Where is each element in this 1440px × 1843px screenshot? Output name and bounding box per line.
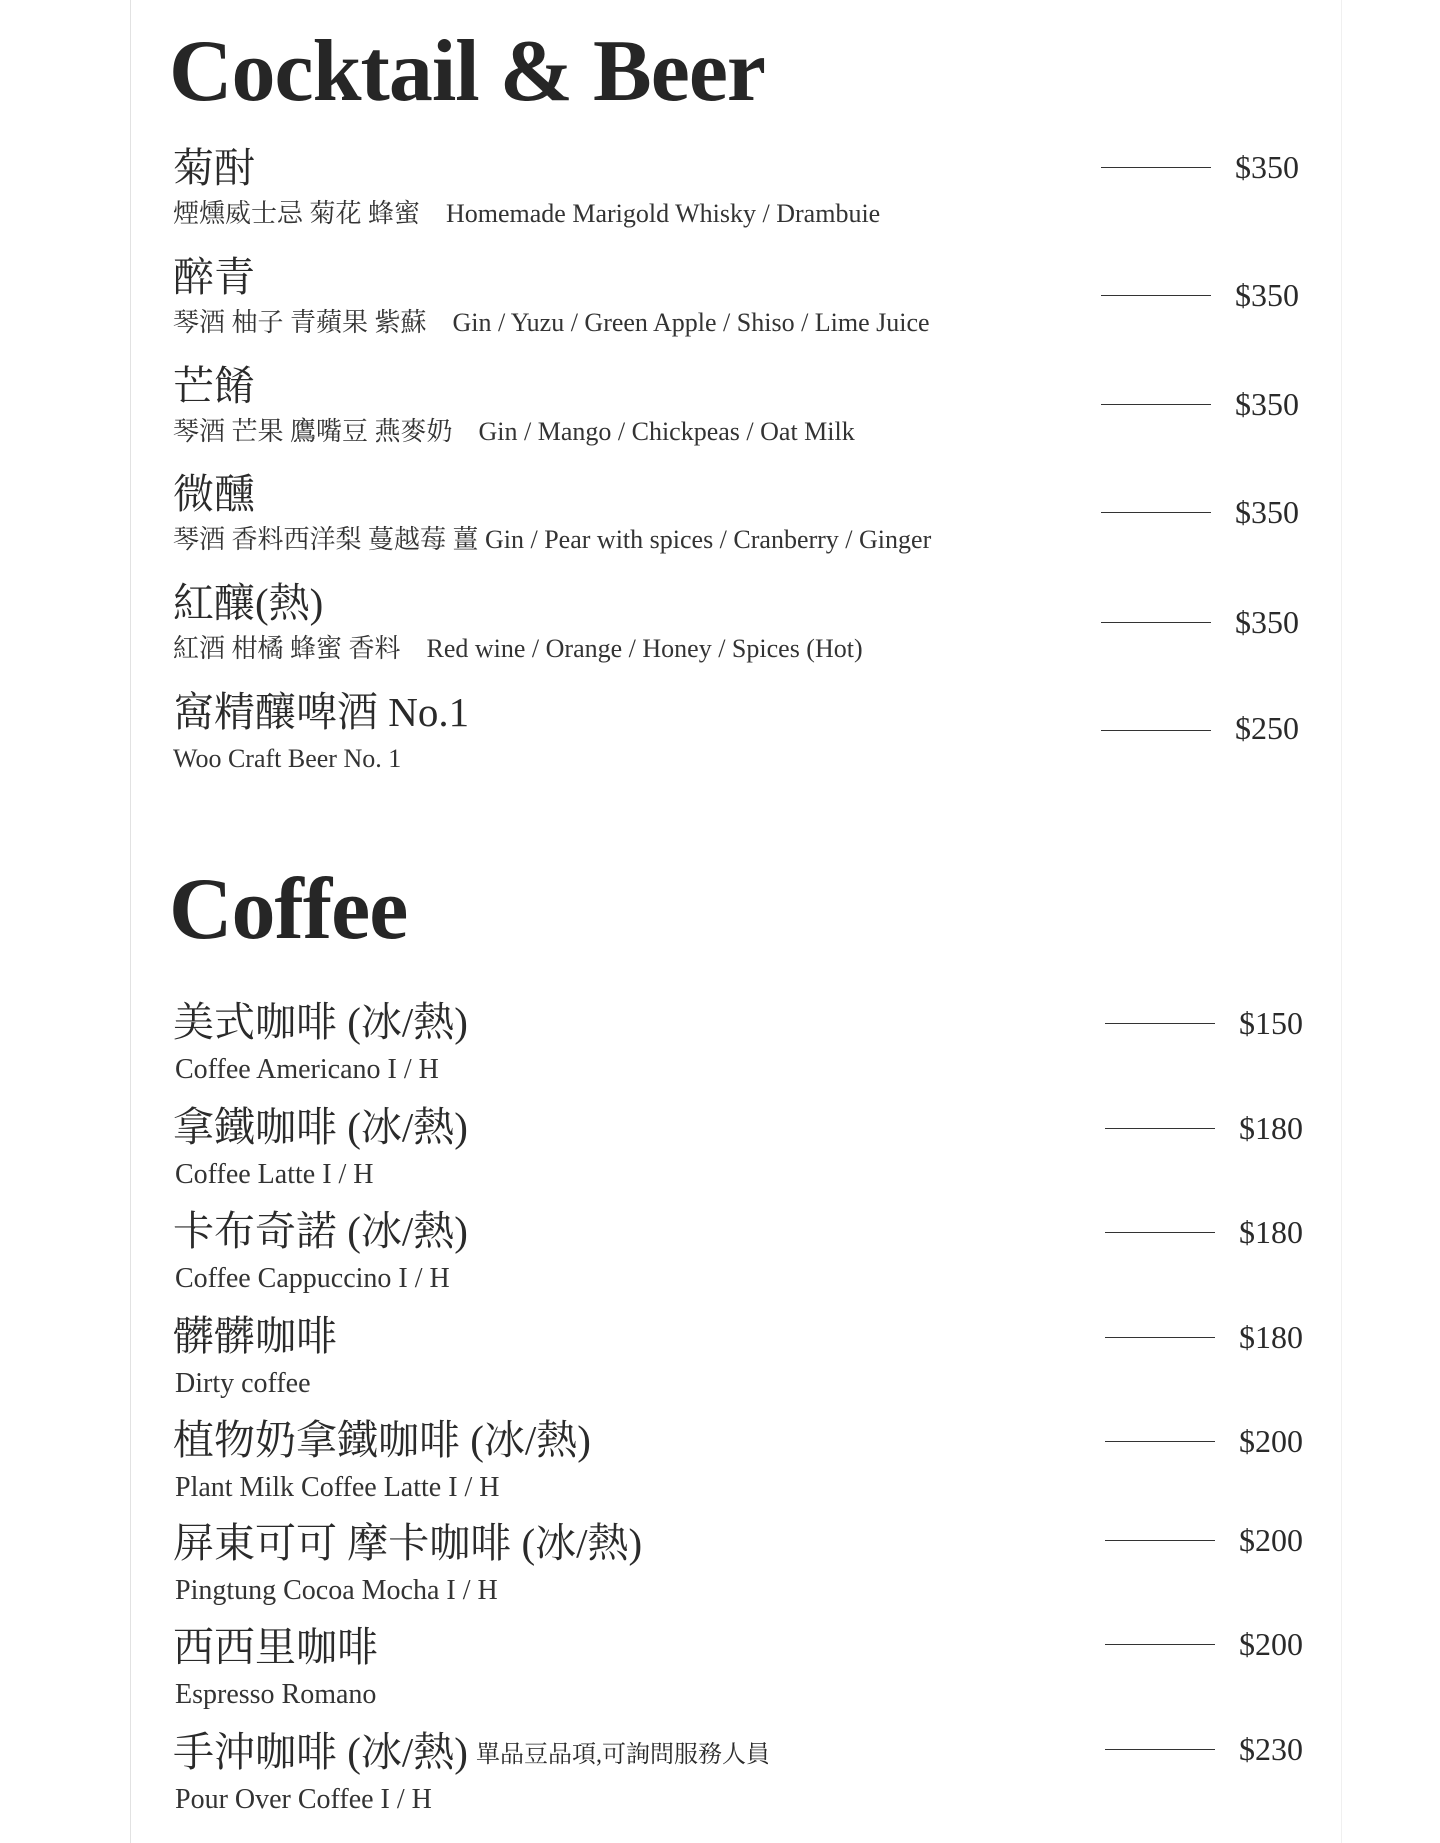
- menu-item: [173, 254, 1303, 357]
- price-leader-line: [1105, 1441, 1215, 1442]
- item-description: 琴酒 芒果 鷹嘴豆 燕麥奶 Gin / Mango / Chickpeas / Oat Milk: [173, 417, 855, 446]
- item-name: 菊酎: [173, 145, 255, 191]
- price-leader-line: [1101, 167, 1211, 168]
- section-title-cocktail-beer: Cocktail & Beer: [169, 23, 765, 120]
- menu-item: [173, 1313, 1303, 1416]
- item-price: $250: [1235, 710, 1299, 746]
- price-leader-line: [1105, 1540, 1215, 1541]
- menu-item: [173, 363, 1303, 466]
- item-name-text: 拿鐵咖啡 (冰/熱): [173, 1104, 468, 1150]
- menu-item: [173, 689, 1303, 792]
- item-description: Coffee Americano I / H: [175, 1054, 439, 1085]
- item-name: [173, 1520, 643, 1566]
- item-description: Coffee Latte I / H: [175, 1159, 374, 1190]
- item-name: 芒餚: [173, 363, 255, 409]
- item-price: $350: [1235, 277, 1299, 313]
- item-name: 窩精釀啤酒 No.1: [173, 689, 470, 735]
- price-leader-line: [1105, 1749, 1215, 1750]
- menu-page: [130, 0, 1342, 1843]
- item-price: $150: [1239, 1005, 1303, 1041]
- price-leader-line: [1105, 1023, 1215, 1024]
- item-name: [173, 1417, 591, 1463]
- item-name: [173, 1208, 468, 1254]
- menu-item: [173, 1417, 1303, 1520]
- item-name: [173, 1624, 378, 1670]
- item-description: Pingtung Cocoa Mocha I / H: [175, 1575, 498, 1606]
- menu-item: [173, 471, 1303, 574]
- item-name: [173, 999, 468, 1045]
- price-leader-line: [1105, 1644, 1215, 1645]
- item-note: 單品豆品項,可詢問服務人員: [475, 1742, 770, 1768]
- menu-item: [173, 1624, 1303, 1727]
- item-price: $350: [1235, 149, 1299, 185]
- item-name-text: 屏東可可 摩卡咖啡 (冰/熱): [173, 1520, 643, 1566]
- item-description: Plant Milk Coffee Latte I / H: [175, 1472, 500, 1503]
- item-price: $180: [1239, 1214, 1303, 1250]
- price-leader-line: [1101, 622, 1211, 623]
- price-leader-line: [1101, 730, 1211, 731]
- item-name-text: 植物奶拿鐵咖啡 (冰/熱): [173, 1417, 591, 1463]
- price-leader-line: [1101, 512, 1211, 513]
- item-price: $180: [1239, 1319, 1303, 1355]
- menu-item: [173, 580, 1303, 683]
- item-price: $350: [1235, 494, 1299, 530]
- menu-item: [173, 145, 1303, 248]
- item-description: Woo Craft Beer No. 1: [173, 744, 402, 773]
- item-name-text: 髒髒咖啡: [173, 1313, 337, 1359]
- item-price: $230: [1239, 1731, 1303, 1767]
- price-leader-line: [1105, 1337, 1215, 1338]
- item-description: 琴酒 香料西洋梨 蔓越莓 薑 Gin / Pear with spices / Cranberry / Ginger: [173, 525, 932, 554]
- item-name-text: 西西里咖啡: [173, 1624, 378, 1670]
- item-price: $350: [1235, 604, 1299, 640]
- price-leader-line: [1101, 404, 1211, 405]
- item-description: Espresso Romano: [175, 1679, 377, 1710]
- menu-item: [173, 999, 1303, 1102]
- item-price: $200: [1239, 1423, 1303, 1459]
- menu-item: [173, 1104, 1303, 1207]
- menu-item: [173, 1208, 1303, 1311]
- item-description: Pour Over Coffee I / H: [175, 1784, 432, 1815]
- item-description: 煙燻威士忌 菊花 蜂蜜 Homemade Marigold Whisky / Drambuie: [173, 199, 881, 228]
- item-price: $180: [1239, 1110, 1303, 1146]
- item-description: 琴酒 柚子 青蘋果 紫蘇 Gin / Yuzu / Green Apple / Shiso / Lime Juice: [173, 308, 930, 337]
- price-leader-line: [1105, 1232, 1215, 1233]
- item-price: $350: [1235, 386, 1299, 422]
- price-leader-line: [1105, 1128, 1215, 1129]
- item-name: [173, 1729, 770, 1775]
- item-description: Coffee Cappuccino I / H: [175, 1263, 450, 1294]
- item-name: [173, 1313, 337, 1359]
- item-name: 紅釀(熱): [173, 580, 324, 626]
- menu-item: [173, 1729, 1303, 1832]
- price-leader-line: [1101, 295, 1211, 296]
- item-price: $200: [1239, 1522, 1303, 1558]
- item-name-text: 卡布奇諾 (冰/熱): [173, 1208, 468, 1254]
- item-price: $200: [1239, 1626, 1303, 1662]
- section-title-coffee: Coffee: [169, 861, 408, 958]
- item-description: 紅酒 柑橘 蜂蜜 香料 Red wine / Orange / Honey / Spices (Hot): [173, 634, 863, 663]
- item-description: Dirty coffee: [175, 1368, 311, 1399]
- item-name: 微醺: [173, 471, 255, 517]
- item-name: [173, 1104, 468, 1150]
- item-name: 醉青: [173, 254, 255, 300]
- item-name-text: 美式咖啡 (冰/熱): [173, 999, 468, 1045]
- item-name-text: 手沖咖啡 (冰/熱): [173, 1729, 468, 1775]
- menu-item: [173, 1520, 1303, 1623]
